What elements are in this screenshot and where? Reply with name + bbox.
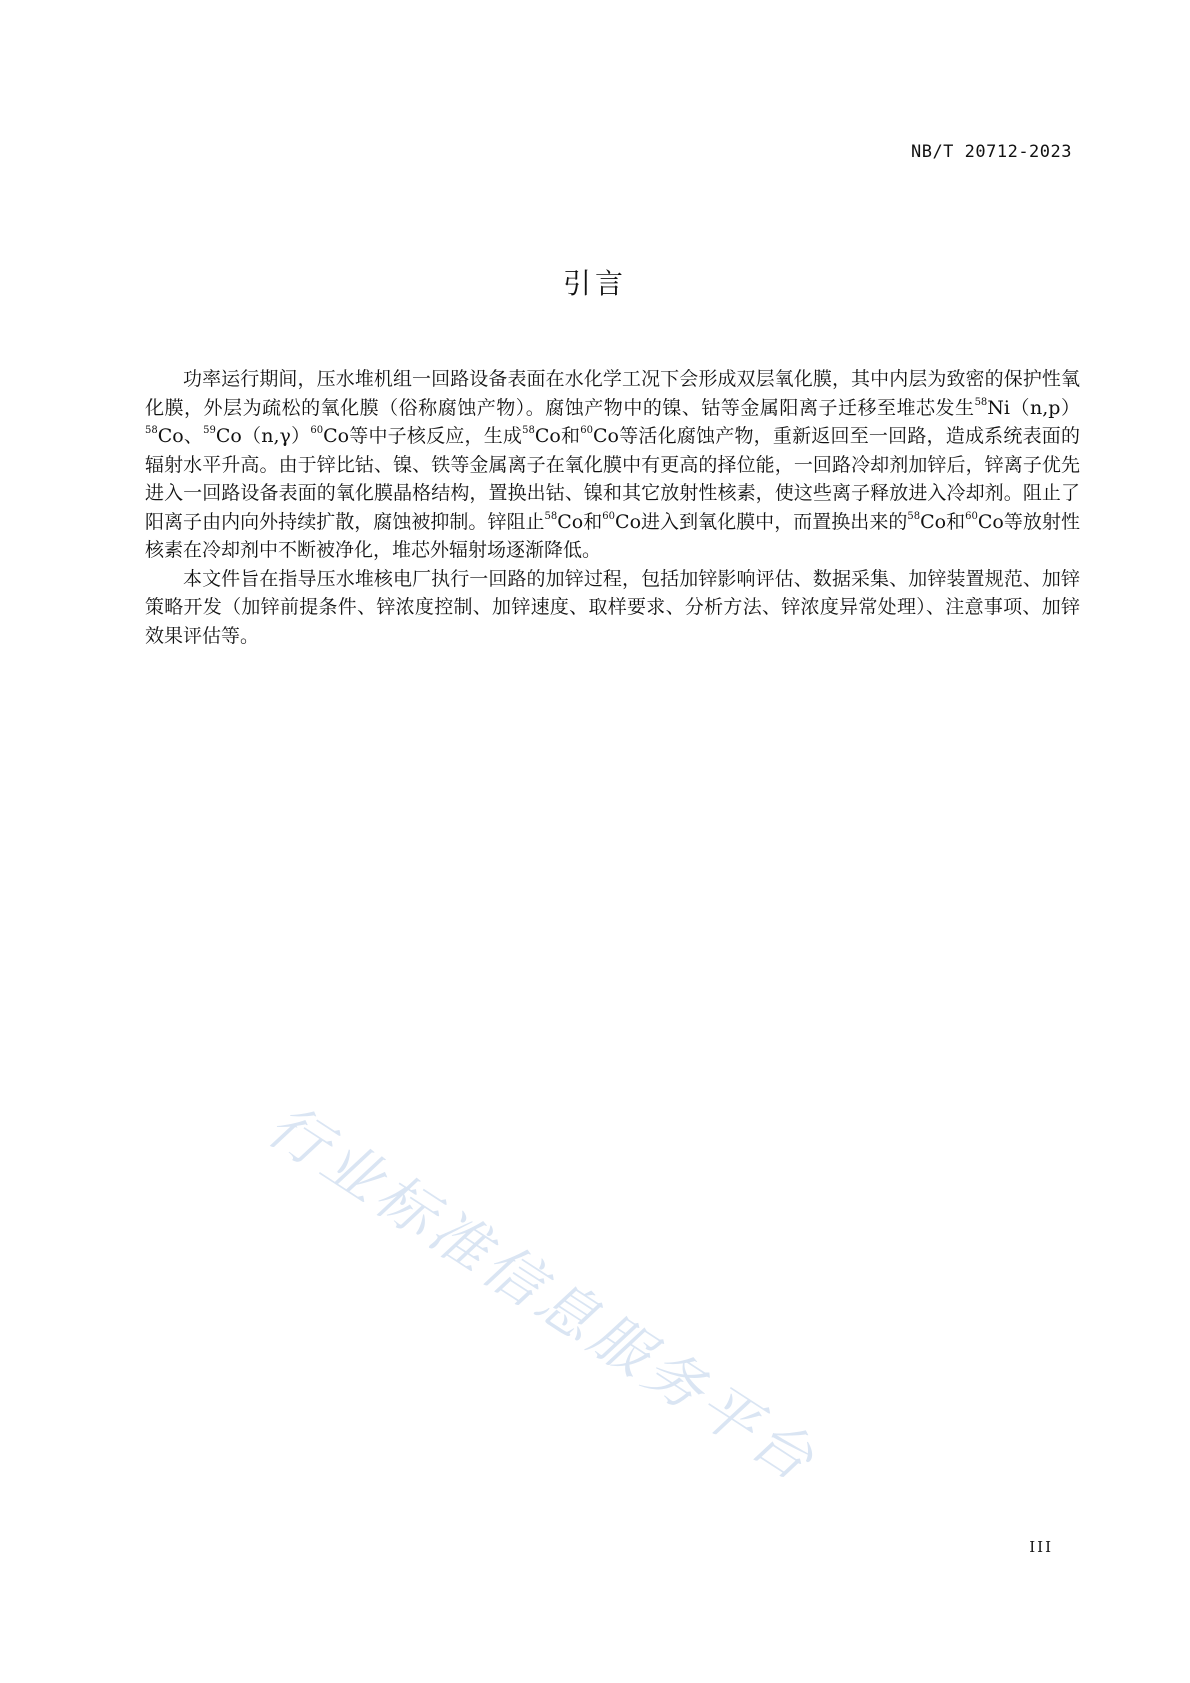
text-run: Co和 <box>534 425 581 447</box>
text-run: Co和 <box>557 510 603 533</box>
isotope-superscript: 60 <box>310 425 324 436</box>
text-run: Co进入到氧化膜中，而置换出来的 <box>615 510 908 533</box>
isotope-superscript: 60 <box>580 425 594 436</box>
text-run: Co等中子核反应，生成 <box>323 425 523 447</box>
page-number: III <box>1029 1538 1053 1556</box>
standard-code: NB/T 20712-2023 <box>910 142 1072 162</box>
page-title: 引言 <box>562 267 627 300</box>
isotope-superscript: 58 <box>974 396 988 408</box>
isotope-superscript: 58 <box>544 510 558 522</box>
isotope-superscript: 58 <box>907 510 921 522</box>
isotope-superscript: 58 <box>522 425 535 436</box>
paragraph-2: 本文件旨在指导压水堆核电厂执行一回路的加锌过程，包括加锌影响评估、数据采集、加锌装置规范、加锌策略开发（加锌前提条件、锌浓度控制、加锌速度、取样要求、分析方法、锌浓度异常处理）、注意事项、加锌效果评估等。 <box>145 567 1080 647</box>
text-run: Co等活化腐蚀产物，重新返回至一回路，造成系统表面的辐射水平升高。由于锌比钴、镍、铁等金属离子在氧化膜中有更高的择位能，一回路冷却剂加锌后，锌离子优先进入一回路设备表面的氧化膜晶格结构，置换出钴、镍和其它放射性核素，使这些离子释放进入冷却剂。阻止了阳离子由内向外持续扩散，腐蚀被抑制。锌阻止 <box>145 425 1081 533</box>
text-run: Co等放射性核素在冷却剂中不断被净化，堆芯外辐射场逐渐降低。 <box>145 510 1080 561</box>
text-run: Co（n,γ） <box>215 425 311 447</box>
isotope-superscript: 60 <box>965 510 978 522</box>
paragraph-1 <box>145 365 1080 565</box>
text-run: Co和 <box>920 510 966 533</box>
text-run: 功率运行期间，压水堆机组一回路设备表面在水化学工况下会形成双层氧化膜，其中内层为致密的保护性氧化膜，外层为疏松的氧化膜（俗称腐蚀产物）。腐蚀产物中的镍、钴等金属阳离子迁移至堆芯发生 <box>145 368 1080 419</box>
body-text <box>145 365 1080 650</box>
text-run: Ni（n,p） <box>987 396 1080 419</box>
watermark: 行业标准信息服务平台 <box>255 1090 830 1497</box>
isotope-superscript: 60 <box>602 510 616 522</box>
isotope-superscript: 58 <box>145 425 158 436</box>
isotope-superscript: 59 <box>203 425 216 436</box>
text-run: Co、 <box>157 425 204 447</box>
